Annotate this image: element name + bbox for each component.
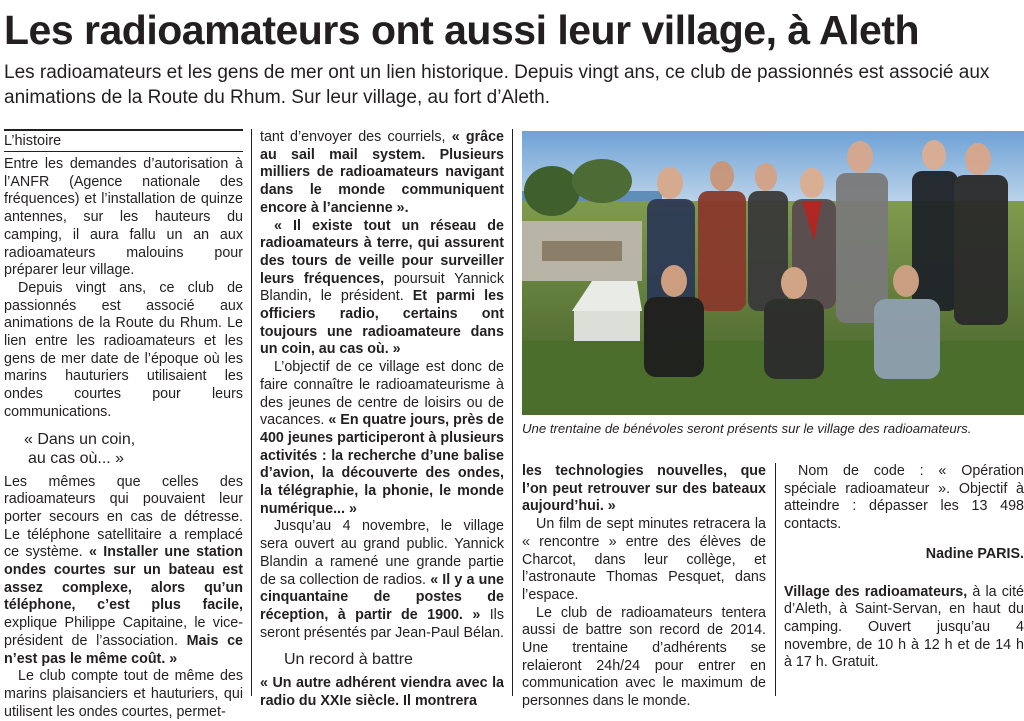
- text: L’objectif de ce village est donc de faire connaître le radioamateurisme à des jeunes de centre de loisirs ou de vacances.: [260, 359, 504, 429]
- paragraph: [260, 518, 504, 642]
- column-divider: [251, 129, 252, 696]
- author-signature: Nadine PARIS.: [925, 545, 1024, 562]
- paragraph: [522, 463, 766, 516]
- quote-bold: les technologies nouvelles, que l’on peut retrouver sur des bateaux aujourd’hui. »: [522, 463, 766, 515]
- quote-bold: « Il existe tout un réseau de radioamateurs à terre, qui assurent des tours de veille pour surveiller leurs fréquences,: [260, 217, 504, 287]
- quote-bold: Mais ce n’est pas le même coût. »: [4, 632, 243, 667]
- quote-bold: Et parmi les officiers radio, certains ont toujours une radioamateure dans un coin, au cas où. »: [260, 288, 504, 358]
- paragraph: [260, 675, 504, 710]
- paragraph: Nom de code : « Opération spéciale radioamateur ». Objectif à atteindre : dépasser les 13 498 contacts.: [784, 463, 1024, 533]
- info-text: à la cité d’Aleth, à Saint-Servan, en haut du camping. Ouvert jusqu’au 4 novembre, de 10 h à 12 h et de 14 h à 17 h. Gratuit.: [784, 583, 1024, 671]
- text: Jusqu’au 4 novembre, le village sera ouvert au grand public. Yannick Blandin a ramené une grande partie de sa collection de radios.: [260, 518, 504, 588]
- quote-bold: « Installer une station ondes courtes sur un bateau est assez complexe, alors qu’un téléphone, c’est plus facile,: [4, 544, 243, 614]
- paragraph: [4, 474, 243, 669]
- section-rubric: L’histoire: [4, 129, 243, 152]
- column-1: [4, 129, 243, 721]
- paragraph: [260, 359, 504, 518]
- paragraph: Un film de sept minutes retracera la « rencontre » entre des élèves de Charcot, dans leur collège, et l’astronaute Thomas Pesquet, dans l’espace.: [522, 516, 766, 603]
- column-divider: [512, 129, 513, 696]
- paragraph: [260, 129, 504, 218]
- quote-bold: « Un autre adhérent viendra avec la radio du XXIe siècle. Il montrera: [260, 675, 504, 710]
- paragraph: Depuis vingt ans, ce club de passionnés est associé aux animations de la Route du Rhum. Le lien entre les radioamateurs et les gens de mer date de l’époque où les marins hauturiers utilisaient les ondes courtes pour leurs communications.: [4, 279, 243, 420]
- photo-caption: Une trentaine de bénévoles seront présents sur le village des radioamateurs.: [522, 421, 972, 436]
- paragraph: Le club compte tout de même des marins plaisanciers et hauturiers, qui utilisent les ondes courtes, permet-: [4, 668, 243, 720]
- quote-bold: « Il y a une cinquantaine de postes de réception, à partir de 1900. »: [260, 571, 504, 623]
- group-photo: [522, 131, 1024, 415]
- paragraph: Entre les demandes d’autorisation à l’ANFR (Agence nationale des fréquences) et l’installation de quinze antennes, sur les hauteurs du camping, il aura fallu un an aux radioamateurs malouins pour préparer leur village.: [4, 156, 243, 279]
- info-title: Village des radioamateurs,: [784, 583, 968, 600]
- text: poursuit Yannick Blandin, le président.: [260, 270, 504, 305]
- headline: Les radioamateurs ont aussi leur village, à Aleth: [4, 7, 920, 53]
- practical-info: [784, 584, 1024, 673]
- lead-paragraph: Les radioamateurs et les gens de mer ont un lien historique. Depuis vingt ans, ce club de passionnés est associé aux animations de la Route du Rhum. Sur leur village, au fort d’Aleth.: [4, 62, 990, 108]
- text: Les mêmes que celles des radioamateurs qui pouvaient leur porter secours en cas de détresse. Le téléphone satellitaire a remplacé ce système.: [4, 473, 243, 561]
- text: explique Philippe Capitaine, le vice-président de l’association.: [4, 615, 243, 649]
- text: tant d’envoyer des courriels,: [260, 129, 446, 145]
- quote-bold: « grâce au sail mail system. Plusieurs milliers de radioamateurs navigant dans le monde communiquent encore à l’ancienne ».: [260, 129, 504, 216]
- paragraph: Le club de radioamateurs tentera aussi de battre son record de 2014. Une trentaine d’adhérents se relaieront 24h/24 pour entrer en communication avec le maximum de personnes dans le monde.: [522, 604, 766, 710]
- quote-bold: « En quatre jours, près de 400 jeunes participeront à plusieurs activités : la recherche d’une balise d’avion, la découverte des ondes, la télégraphie, la phonie, le monde numérique... »: [260, 412, 504, 517]
- intertitle-line: au cas où... »: [28, 449, 125, 467]
- paragraph: [260, 218, 504, 360]
- text: Ils seront présentés par Jean-Paul Bélan.: [260, 606, 505, 641]
- intertitle: Un record à battre: [284, 651, 413, 669]
- intertitle: [4, 430, 243, 468]
- intertitle-line: « Dans un coin,: [24, 430, 136, 448]
- column-3: [522, 463, 766, 711]
- column-4: [784, 463, 1024, 672]
- column-divider: [775, 463, 776, 696]
- column-2: [260, 129, 504, 711]
- photo-image: [522, 131, 1024, 415]
